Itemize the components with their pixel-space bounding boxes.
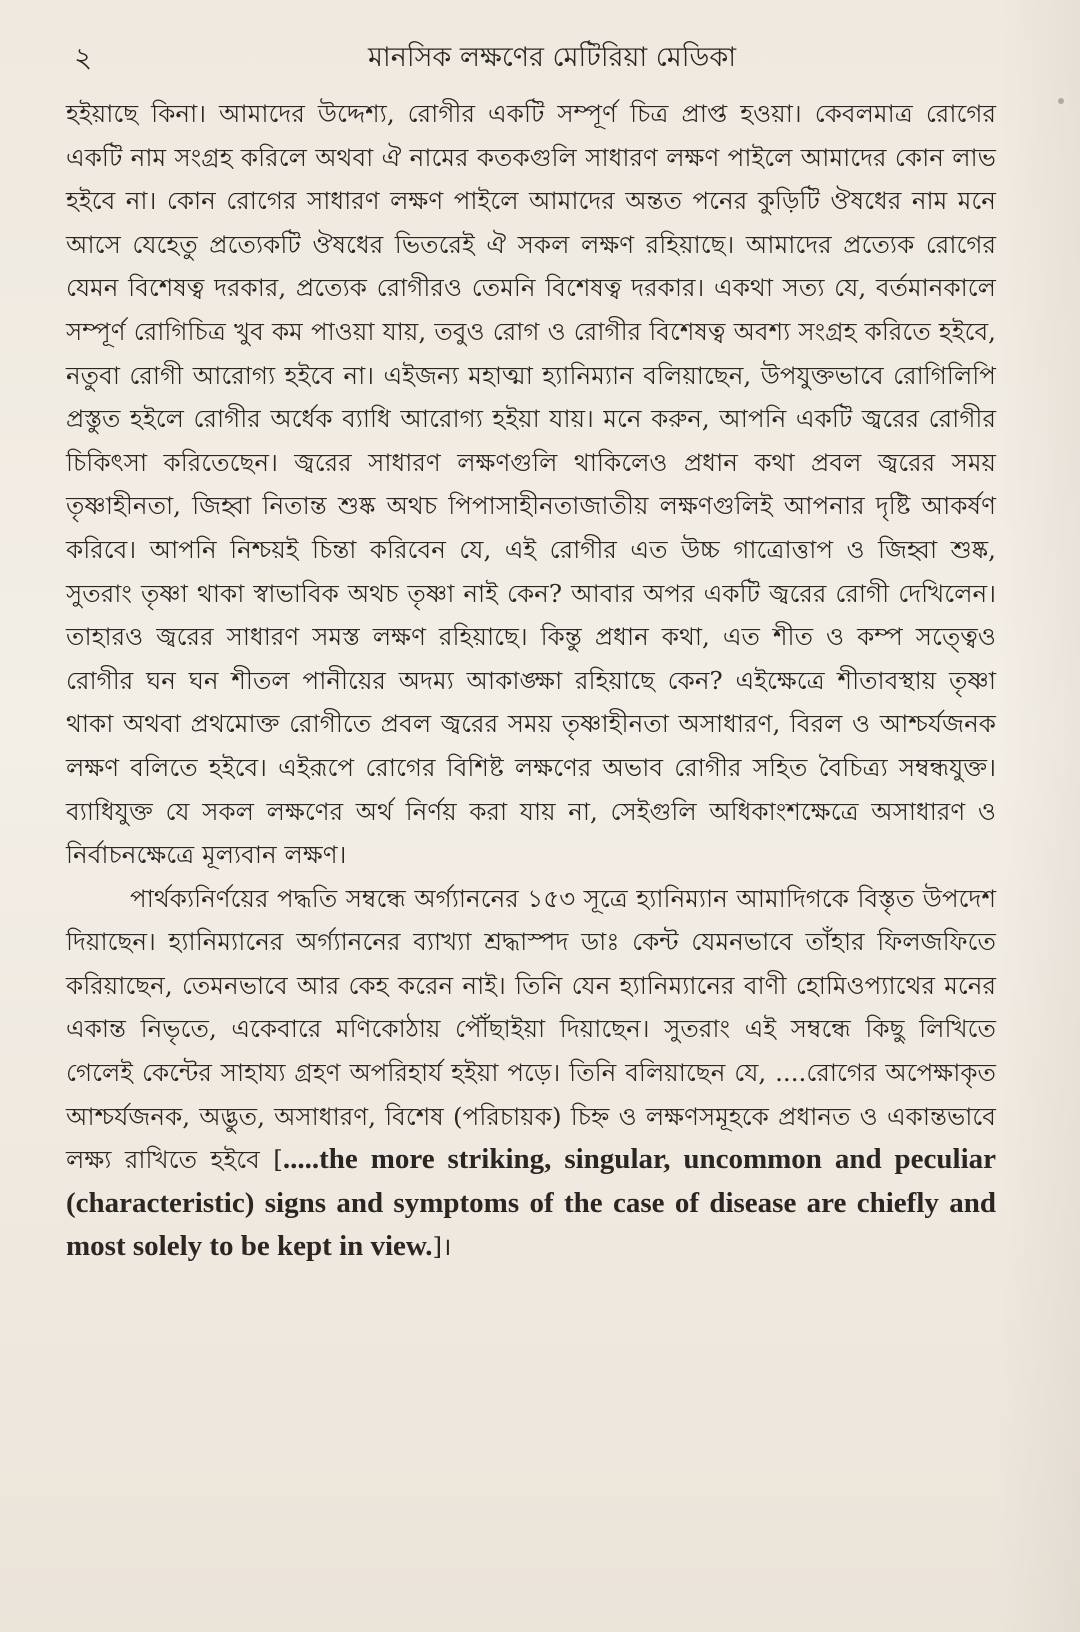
paragraph-2 — [66, 877, 996, 1269]
paragraph-2-text: পার্থক্যনির্ণয়ের পদ্ধতি সম্বন্ধে অর্গ্যাননের ১৫৩ সূত্রে হ্যানিম্যান আমাদিগকে বিস্তৃত উপদেশ দিয়াছেন। হ্যানিম্যানের অর্গ্যাননের ব্যাখ্যা শ্রদ্ধাস্পদ ডাঃ কেন্ট যেমনভাবে তাঁহার ফিলজফিতে করিয়াছেন, তেমনভাবে আর কেহ করেন নাই। তিনি যেন হ্যানিম্যানের বাণী হোমিওপ্যাথের মনের একান্ত নিভৃতে, একেবারে মণিকোঠায় পৌঁছাইয়া দিয়াছেন। সুতরাং এই সম্বন্ধে কিছু লিখিতে গেলেই কেন্টের সাহায্য গ্রহণ অপরিহার্য হইয়া পড়ে। তিনি বলিয়াছেন যে, ....রোগের অপেক্ষাকৃত আশ্চর্যজনক, অদ্ভুত, অসাধারণ, বিশেষ (পরিচায়ক) চিহ্ন ও লক্ষণসমূহকে প্রধানত ও একান্তভাবে লক্ষ্য রাখিতে হইবে — [66, 883, 996, 1175]
english-quote: .....the more striking, singular, uncommon and peculiar (characteristic) signs and symptoms of the case of disease are chiefly and most solely to be kept in view. — [66, 1143, 996, 1263]
paper-speck — [1058, 98, 1064, 104]
quote-close-bracket: ]। — [432, 1232, 452, 1262]
page-number: ২ — [74, 41, 93, 74]
paragraph-1: হইয়াছে কিনা। আমাদের উদ্দেশ্য, রোগীর একটি সম্পূর্ণ চিত্র প্রাপ্ত হওয়া। কেবলমাত্র রোগের একটি নাম সংগ্রহ করিলে অথবা ঐ নামের কতকগুলি সাধারণ লক্ষণ পাইলে আমাদের কোন লাভ হইবে না। কোন রোগের সাধারণ লক্ষণ পাইলে আমাদের অন্তত পনের কুড়িটি ঔষধের নাম মনে আসে যেহেতু প্রত্যেকটি ঔষধের ভিতরেই ঐ সকল লক্ষণ রহিয়াছে। আমাদের প্রত্যেক রোগের যেমন বিশেষত্ব দরকার, প্রত্যেক রোগীরও তেমনি বিশেষত্ব দরকার। একথা সত্য যে, বর্তমানকালে সম্পূর্ণ রোগিচিত্র খুব কম পাওয়া যায়, তবুও রোগ ও রোগীর বিশেষত্ব অবশ্য সংগ্রহ করিতে হইবে, নতুবা রোগী আরোগ্য হইবে না। এইজন্য মহাত্মা হ্যানিম্যান বলিয়াছেন, উপযুক্তভাবে রোগিলিপি প্রস্তুত হইলে রোগীর অর্ধেক ব্যাধি আরোগ্য হইয়া যায়। মনে করুন, আপনি একটি জ্বরের রোগীর চিকিৎসা করিতেছেন। জ্বরের সাধারণ লক্ষণগুলি থাকিলেও প্রধান কথা প্রবল জ্বরের সময় তৃষ্ণাহীনতা, জিহ্বা নিতান্ত শুষ্ক অথচ পিপাসাহীনতাজাতীয় লক্ষণগুলিই আপনার দৃষ্টি আকর্ষণ করিবে। আপনি নিশ্চয়ই চিন্তা করিবেন যে, এই রোগীর এত উচ্চ গাত্রোত্তাপ ও জিহ্বা শুষ্ক, সুতরাং তৃষ্ণা থাকা স্বাভাবিক অথচ তৃষ্ণা নাই কেন? আবার অপর একটি জ্বরের রোগী দেখিলেন। তাহারও জ্বরের সাধারণ সমস্ত লক্ষণ রহিয়াছে। কিন্তু প্রধান কথা, এত শীত ও কম্প সত্ত্বেও রোগীর ঘন ঘন শীতল পানীয়ের অদম্য আকাঙ্ক্ষা রহিয়াছে কেন? এইক্ষেত্রে শীতাবস্থায় তৃষ্ণা থাকা অথবা প্রথমোক্ত রোগীতে প্রবল জ্বরের সময় তৃষ্ণাহীনতা অসাধারণ, বিরল ও আশ্চর্যজনক লক্ষণ বলিতে হইবে। এইরূপে রোগের বিশিষ্ট লক্ষণের অভাব রোগীর সহিত বৈচিত্র্য সম্বন্ধযুক্ত। ব্যাধিযুক্ত যে সকল লক্ষণের অর্থ নির্ণয় করা যায় না, সেইগুলি অধিকাংশক্ষেত্রে অসাধারণ ও নির্বাচনক্ষেত্রে মূল্যবান লক্ষণ। — [66, 99, 996, 870]
quote-open-bracket: [ — [259, 1145, 283, 1175]
running-head — [74, 38, 990, 78]
body-text — [66, 92, 996, 1269]
running-title: মানসিক লক্ষণের মেটিরিয়া মেডিকা — [367, 42, 737, 73]
